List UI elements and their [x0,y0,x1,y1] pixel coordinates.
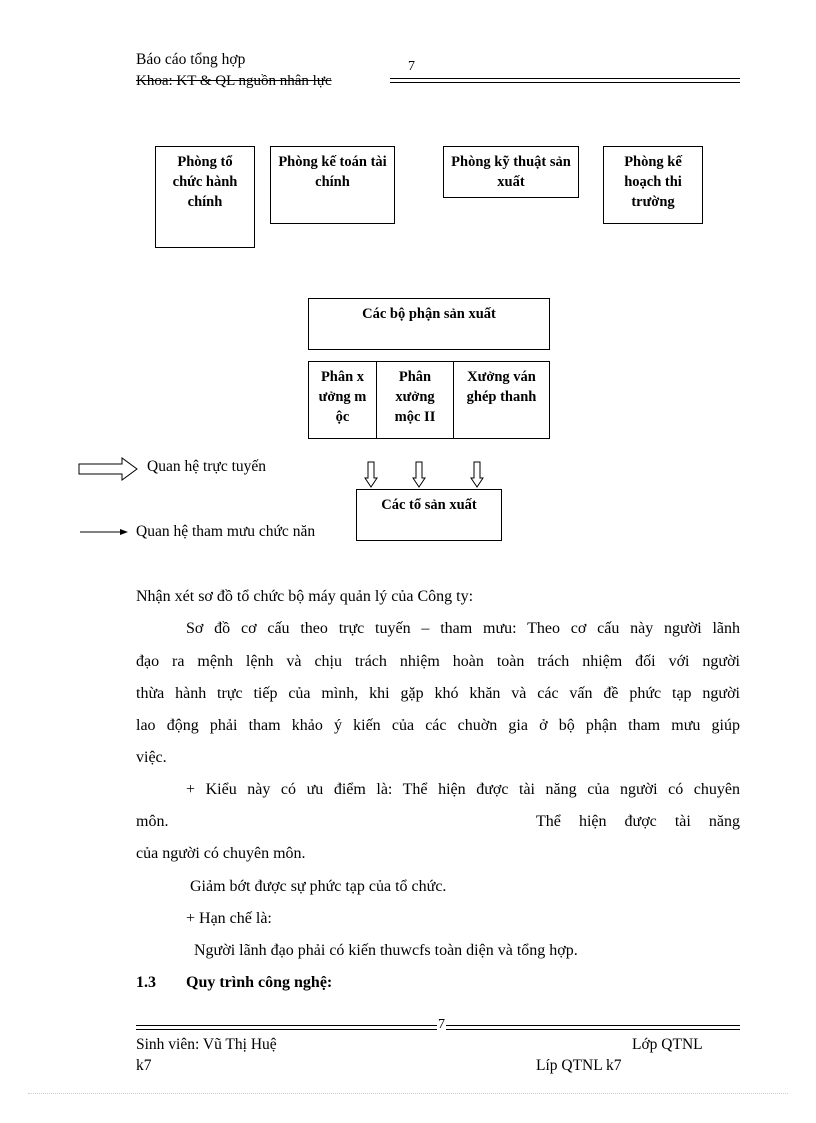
paragraph1-line4: lao động phải tham khảo ý kiến của các chuờn gia ở bộ phận tham mưu giúp [136,717,740,734]
footer-class-right: Lớp QTNL [632,1036,703,1053]
dept-label-accounting: Phòng kế toán tài chính [278,154,387,190]
footer-student: Sinh viên: Vũ Thị Huệ [136,1036,277,1053]
dept-label-organization: Phòng tổ chức hành chính [172,154,238,210]
header-title: Báo cáo tổng hợp [136,51,246,68]
dept-label-engineering: Phòng kỹ thuật sản xuất [451,154,571,190]
legend-advisory-arrow-icon [80,529,128,535]
advantage-line3: của người có chuyên môn. [136,845,306,862]
dept-label-planning: Phòng kế hoạch thi trường [624,154,682,210]
down-arrow-icon-1 [365,462,377,487]
paragraph1-line2: đạo ra mệnh lệnh và chịu trách nhiệm hoàn toàn trách nhiệm đối với người [136,653,740,670]
down-arrow-icon-2 [413,462,425,487]
advantage-line2-left: môn. [136,813,169,830]
teams-box [356,489,502,541]
paragraph1-line1: Sơ đồ cơ cấu theo trực tuyến – tham mưu: Theo cơ cấu này người lãnh [186,620,740,637]
workshop-label-wood: Phân xưởng mộc [318,369,367,425]
teams-label: Các tổ sản xuất [381,497,477,513]
legend-direct-label: Quan hệ trực tuyến [147,458,267,475]
workshop-label-panel: Xưởng ván ghép thanh [466,369,537,405]
production-units-label: Các bộ phận sản xuất [362,306,496,322]
paragraph1-line5: việc. [136,749,167,766]
section-title: Quy trình công nghệ: [186,974,333,991]
section-number: 1.3 [136,974,156,991]
org-chart-connectors [0,0,816,560]
footer-page-number: 7 [438,1017,445,1032]
header-page-number: 7 [408,59,415,74]
legend-direct-arrow-icon [79,458,137,480]
reduce-line: Giảm bớt được sự phức tạp của tổ chức. [190,878,447,895]
legend-advisory-label: Quan hệ tham mưu chức năn [136,523,316,540]
workshop-label-wood-2: Phân xưởng mộc II [394,369,436,425]
header-faculty: Khoa: KT & QL nguồn nhân lực [136,73,332,89]
body-heading: Nhận xét sơ đồ tổ chức bộ máy quản lý của Công ty: [136,588,474,605]
advantage-line1: + Kiểu này có ưu điểm là: Thể hiện được tài năng của người có chuyên [186,781,740,798]
page-edge-divider [28,1093,788,1094]
limitation-detail: Người lãnh đạo phải có kiến thuwcfs toàn diện và tổng hợp. [194,942,578,959]
paragraph1-line3: thừa hành trực tiếp của mình, khi gặp khó khăn và các vấn đề phức tạp người [136,685,740,702]
footer-k7: k7 [136,1057,152,1074]
down-arrow-icon-3 [471,462,483,487]
footer-class-bottom: Líp QTNL k7 [536,1057,622,1074]
limitation-line: + Hạn chế là: [186,910,272,927]
advantage-line2-right: Thể hiện được tài năng [536,813,740,830]
